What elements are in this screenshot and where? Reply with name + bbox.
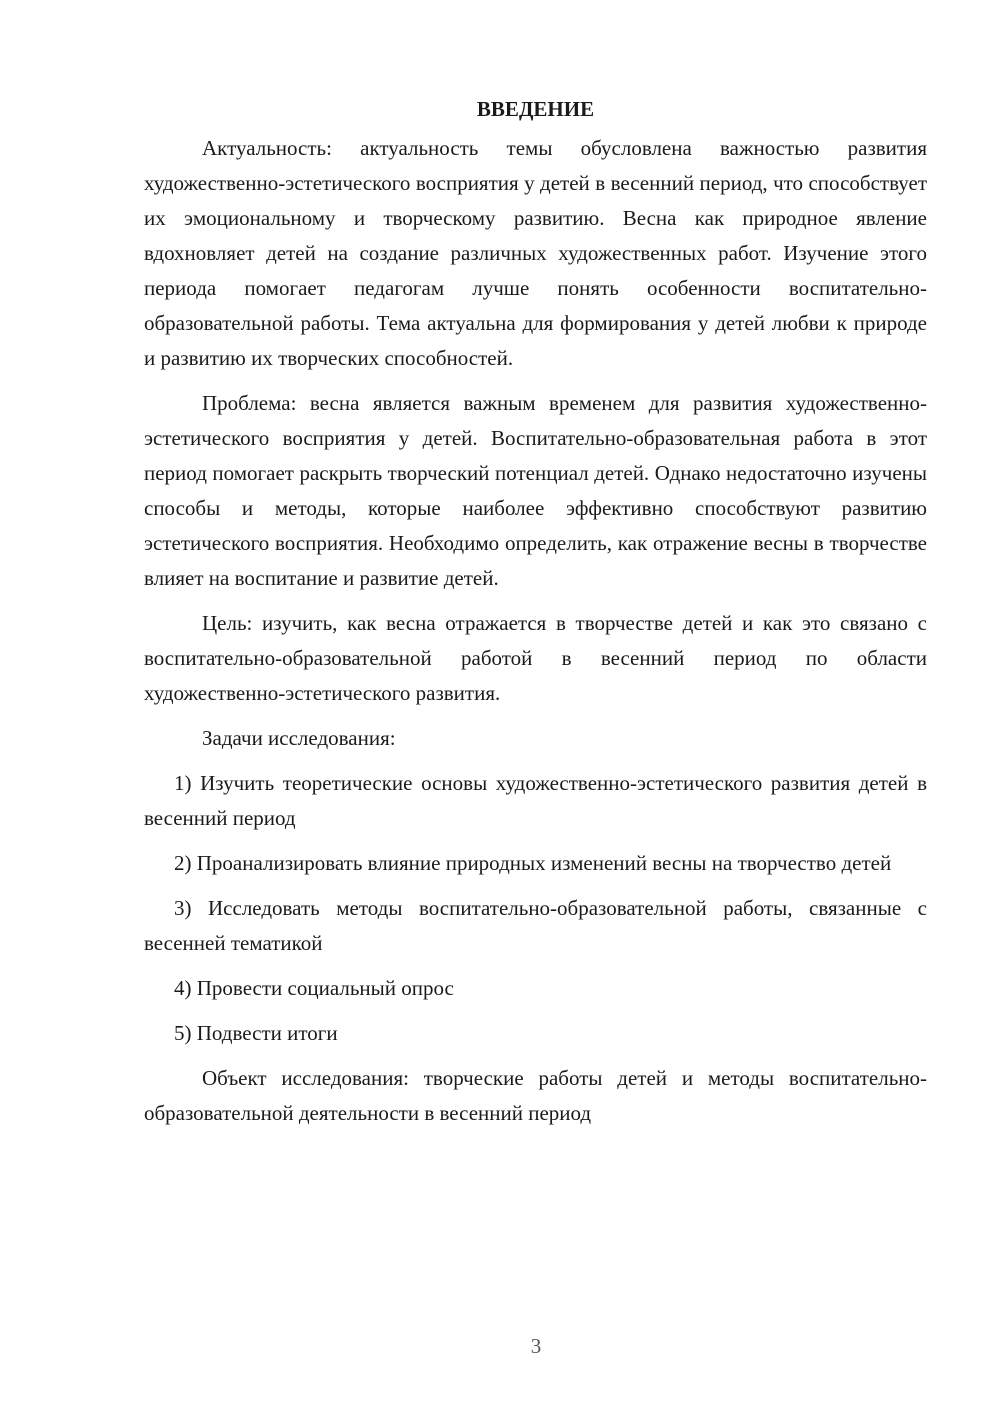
- paragraph-goal: Цель: изучить, как весна отражается в творчестве детей и как это связано с воспитательно-образовательной работой в весенний период по области художественно-эстетического развития.: [144, 611, 927, 705]
- list-item: 2) Проанализировать влияние природных изменений весны на творчество детей: [174, 851, 892, 875]
- document-page: [144, 92, 927, 1141]
- page-title: ВВЕДЕНИЕ: [476, 97, 595, 121]
- paragraph-object: Объект исследования: творческие работы детей и методы воспитательно-образовательной деятельности в весенний период: [144, 1066, 927, 1125]
- paragraph-relevance: Актуальность: актуальность темы обусловлена важностью развития художественно-эстетического восприятия у детей в весенний период, что способствует их эмоциональному и творческому развитию. Весна как природное явление вдохновляет детей на создание различных художественных работ. Изучение этого периода помогает педагогам лучше понять особенности воспитательно-образовательной работы. Тема актуальна для формирования у детей любви к природе и развитию их творческих способностей.: [144, 136, 927, 370]
- page-number: 3: [530, 1334, 542, 1358]
- tasks-list: [144, 766, 927, 1051]
- list-item: 5) Подвести итоги: [174, 1021, 338, 1045]
- tasks-heading: Задачи исследования:: [202, 726, 396, 750]
- list-item: 1) Изучить теоретические основы художественно-эстетического развития детей в весенний период: [144, 771, 927, 830]
- list-item: 3) Исследовать методы воспитательно-образовательной работы, связанные с весенней тематикой: [144, 896, 927, 955]
- paragraph-problem: Проблема: весна является важным временем для развития художественно-эстетического восприятия у детей. Воспитательно-образовательная работа в этот период помогает раскрыть творческий потенциал детей. Однако недостаточно изучены способы и методы, которые наиболее эффективно способствуют развитию эстетического восприятия. Необходимо определить, как отражение весны в творчестве влияет на воспитание и развитие детей.: [144, 391, 927, 590]
- list-item: 4) Провести социальный опрос: [174, 976, 454, 1000]
